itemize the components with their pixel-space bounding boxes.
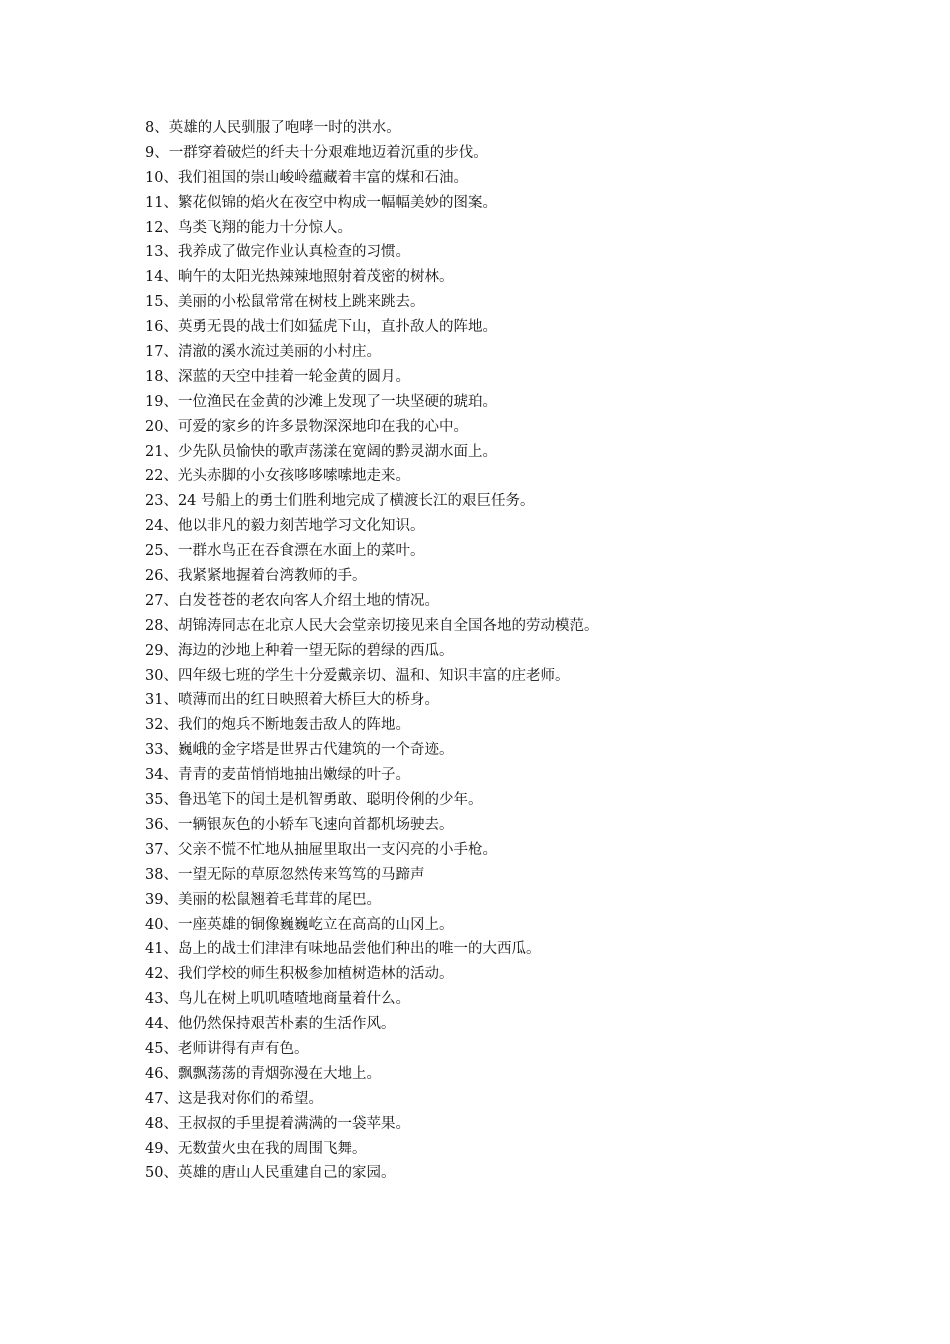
sentence-item: 21、少先队员愉快的歌声荡漾在宽阔的黔灵湖水面上。 [145,443,497,460]
sentence-item: 29、海边的沙地上种着一望无际的碧绿的西瓜。 [145,642,454,659]
sentence-item: 46、飘飘荡荡的青烟弥漫在大地上。 [145,1065,381,1082]
sentence-item: 42、我们学校的师生积极参加植树造林的活动。 [145,966,454,983]
sentence-item: 32、我们的炮兵不断地轰击敌人的阵地。 [145,717,410,734]
sentence-item: 20、可爱的家乡的许多景物深深地印在我的心中。 [145,418,468,435]
sentence-item: 44、他仍然保持艰苦朴素的生活作风。 [145,1016,396,1033]
sentence-item: 13、我养成了做完作业认真检查的习惯。 [145,244,410,261]
sentence-item: 36、一辆银灰色的小轿车飞速向首都机场驶去。 [145,816,454,833]
sentence-item: 12、鸟类飞翔的能力十分惊人。 [145,219,352,236]
sentence-item: 19、一位渔民在金黄的沙滩上发现了一块坚硬的琥珀。 [145,393,497,410]
sentence-item: 17、清澈的溪水流过美丽的小村庄。 [145,344,381,361]
sentence-item: 35、鲁迅笔下的闰土是机智勇敢、聪明伶俐的少年。 [145,792,483,809]
sentence-item: 47、这是我对你们的希望。 [145,1090,323,1107]
sentence-item: 11、繁花似锦的焰火在夜空中构成一幅幅美妙的图案。 [145,194,497,211]
sentence-item: 22、光头赤脚的小女孩哆哆嗦嗦地走来。 [145,468,410,485]
sentence-item: 40、一座英雄的铜像巍巍屹立在高高的山冈上。 [145,916,454,933]
sentence-item: 26、我紧紧地握着台湾教师的手。 [145,568,367,585]
sentence-item: 49、无数萤火虫在我的周围飞舞。 [145,1140,367,1157]
sentence-item: 8、英雄的人民驯服了咆哮一时的洪水。 [145,120,401,136]
sentence-item: 33、巍峨的金字塔是世界古代建筑的一个奇迹。 [145,742,454,759]
sentence-item: 25、一群水鸟正在吞食漂在水面上的菜叶。 [145,543,425,560]
sentence-item: 39、美丽的松鼠翘着毛茸茸的尾巴。 [145,891,381,908]
sentence-item: 15、美丽的小松鼠常常在树枝上跳来跳去。 [145,294,425,311]
sentence-item: 10、我们祖国的崇山峻岭蕴藏着丰富的煤和石油。 [145,169,468,186]
sentence-item: 30、四年级七班的学生十分爱戴亲切、温和、知识丰富的庄老师。 [145,667,570,684]
sentence-item: 9、一群穿着破烂的纤夫十分艰难地迈着沉重的步伐。 [145,144,488,161]
sentence-item: 27、白发苍苍的老农向客人介绍土地的情况。 [145,592,439,609]
sentence-item: 38、一望无际的草原忽然传来笃笃的马蹄声 [145,866,425,883]
sentence-item: 24、他以非凡的毅力刻苦地学习文化知识。 [145,518,425,535]
sentence-item: 23、24 号船上的勇士们胜利地完成了横渡长江的艰巨任务。 [145,493,535,510]
sentence-item: 48、王叔叔的手里提着满满的一袋苹果。 [145,1115,410,1132]
sentence-item: 14、晌午的太阳光热辣辣地照射着茂密的树林。 [145,269,454,286]
sentence-item: 18、深蓝的天空中挂着一轮金黄的圆月。 [145,368,410,385]
sentence-item: 43、鸟儿在树上叽叽喳喳地商量着什么。 [145,991,410,1008]
sentence-item: 41、岛上的战士们津津有味地品尝他们种出的唯一的大西瓜。 [145,941,541,958]
sentence-item: 50、英雄的唐山人民重建自己的家园。 [145,1165,396,1182]
sentence-item: 16、英勇无畏的战士们如猛虎下山，直扑敌人的阵地。 [145,319,497,336]
sentence-item: 28、胡锦涛同志在北京人民大会堂亲切接见来自全国各地的劳动模范。 [145,617,599,634]
sentence-item: 45、老师讲得有声有色。 [145,1040,309,1057]
sentence-list [145,116,598,1186]
sentence-item: 34、青青的麦苗悄悄地抽出嫩绿的叶子。 [145,767,410,784]
sentence-item: 37、父亲不慌不忙地从抽屉里取出一支闪亮的小手枪。 [145,841,497,858]
sentence-item: 31、喷薄而出的红日映照着大桥巨大的桥身。 [145,692,439,709]
